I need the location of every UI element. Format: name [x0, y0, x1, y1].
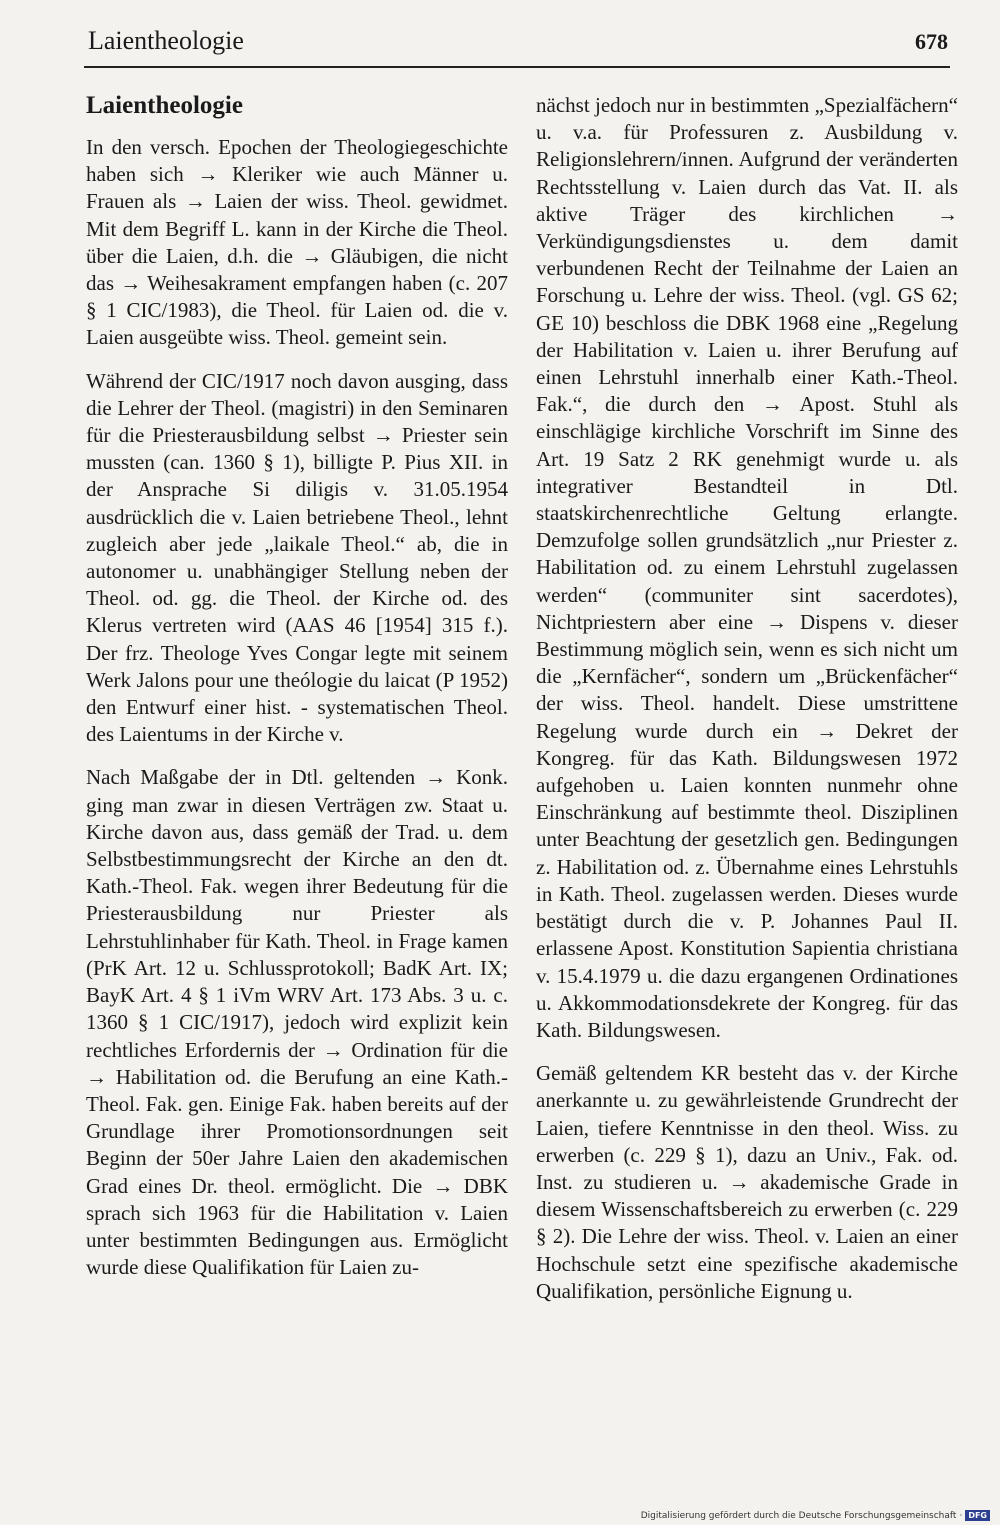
footer-credit: Digitalisierung gefördert durch die Deutsche Forschungsgemeinschaft · DFG [641, 1510, 990, 1521]
page-header [88, 26, 948, 62]
footer-credit-text: Digitalisierung gefördert durch die Deutsche Forschungsgemeinschaft [640, 1510, 957, 1521]
running-head: Laientheologie [88, 26, 244, 55]
left-column [86, 90, 508, 1297]
header-rule [84, 66, 950, 68]
entry-title: Laientheologie [86, 92, 243, 119]
paragraph: Nach Maßgabe der in Dtl. geltenden → Konk. ging man zwar in diesen Verträgen zw. Staat u. Kirche davon aus, dass gemäß der Trad. u. dem Selbstbestimmungsrecht der Kirche an den dt. Kath.-Theol. Fak. wegen ihrer Bedeutung für die Priesterausbildung nur Priester als Lehrstuhlinhaber für Kath. Theol. in Frage kamen (PrK Art. 12 u. Schlussprotokoll; BadK Art. IX; BayK Art. 4 § 1 iVm WRV Art. 173 Abs. 3 u. c. 1360 § 1 CIC/1917), jedoch wird explizit kein rechtliches Erfordernis der → Ordination für die → Habilitation od. die Berufung an eine Kath.-Theol. Fak. gen. Einige Fak. haben bereits auf der Grundlage ihrer Promotionsordnungen seit Beginn der 50er Jahre Laien den akademischen Grad eines Dr. theol. ermöglicht. Die → DBK sprach sich 1963 für die Habilitation v. Laien unter bestimmten Bedingungen aus. Ermöglicht wurde diese Qualifikation für Laien zu- [86, 765, 508, 1280]
page-number: 678 [915, 29, 948, 54]
dfg-logo-icon: DFG [965, 1510, 990, 1521]
paragraph: Während der CIC/1917 noch davon ausging, dass die Lehrer der Theol. (magistri) in den Seminaren für die Priesterausbildung selbst → Priester sein mussten (can. 1360 § 1), billigte P. Pius XII. in der Ansprache Si diligis v. 31.05.1954 ausdrücklich die v. Laien betriebene Theol., lehnt zugleich aber jede „laikale Theol.“ ab, die in autonomer u. unabhängiger Stellung neben der Theol. od. gg. die Theol. der Kirche od. des Klerus vertreten wird (AAS 46 [1954] 315 f.). Der frz. Theologe Yves Congar legte mit seinem Werk Jalons pour une theólogie du laicat (P 1952) den Entwurf einer hist. - systematischen Theol. des Laientums in der Kirche v. [86, 368, 508, 747]
paragraph: In den versch. Epochen der Theologiegeschichte haben sich → Kleriker wie auch Männer u. Frauen als → Laien der wiss. Theol. gewidmet. Mit dem Begriff L. kann in der Kirche die Theol. über die Laien, d.h. die → Gläubigen, die nicht das → Weihesakrament empfangen haben (c. 207 § 1 CIC/1983), die Theol. für Laien od. die v. Laien ausgeübte wiss. Theol. gemeint sein. [86, 135, 508, 350]
right-column [536, 92, 958, 1321]
paragraph: nächst jedoch nur in bestimmten „Spezialfächern“ u. v.a. für Professuren z. Ausbildung v. Religionslehrern/innen. Aufgrund der veränderten Rechtsstellung v. Laien durch das Vat. II. als aktive Träger des kirchlichen → Verkündigungsdienstes u. dem damit verbundenen Recht der Teilnahme der Laien an Forschung u. Lehre der wiss. Theol. (vgl. GS 62; GE 10) beschloss die DBK 1968 eine „Regelung der Habilitation v. Laien u. ihrer Berufung auf einen Lehrstuhl innerhalb einer Kath.-Theol. Fak.“, die durch den → Apost. Stuhl als einschlägige kirchliche Vorschrift im Sinne des Art. 19 Satz 2 RK genehmigt wurde u. als integrativer Bestandteil in Dtl. staatskirchenrechtliche Geltung erlangte. Demzufolge sollen grundsätzlich „nur Priester z. Habilitation od. zu einem Lehrstuhl zugelassen werden“ (communiter sint sacerdotes), Nichtpriestern aber eine → Dispens v. dieser Bestimmung möglich sein, wenn es sich nicht um die „Kernfächer“, sondern um „Brückenfächer“ der wiss. Theol. handelt. Diese umstrittene Regelung wurde durch ein → Dekret der Kongreg. für das Kath. Bildungswesen 1972 aufgehoben u. Laien konnten nunmehr ohne Einschränkung auf bestimmte theol. Disziplinen unter Beachtung der gesetzlich gen. Bedingungen z. Habilitation od. z. Übernahme eines Lehrstuhls in Kath. Theol. zugelassen werden. Dieses wurde bestätigt durch die v. P. Johannes Paul II. erlassene Apost. Konstitution Sapientia christiana v. 15.4.1979 u. die dazu ergangenen Ordinationes u. Akkommodationsdekrete der Kongreg. für das Kath. Bildungswesen. [536, 93, 958, 1042]
paragraph: Gemäß geltendem KR besteht das v. der Kirche anerkannte u. zu gewährleistende Grundrecht der Laien, tiefere Kenntnisse in den theol. Wiss. zu erwerben (c. 229 § 1), dazu an Univ., Fak. od. Inst. zu studieren u. → akademische Grade in diesem Wissenschaftsbereich zu erwerben (c. 229 § 2). Die Lehre der wiss. Theol. v. Laien an einer Hochschule setzt eine spezifische akademische Qualifikation, persönliche Eignung u. [536, 1061, 958, 1303]
